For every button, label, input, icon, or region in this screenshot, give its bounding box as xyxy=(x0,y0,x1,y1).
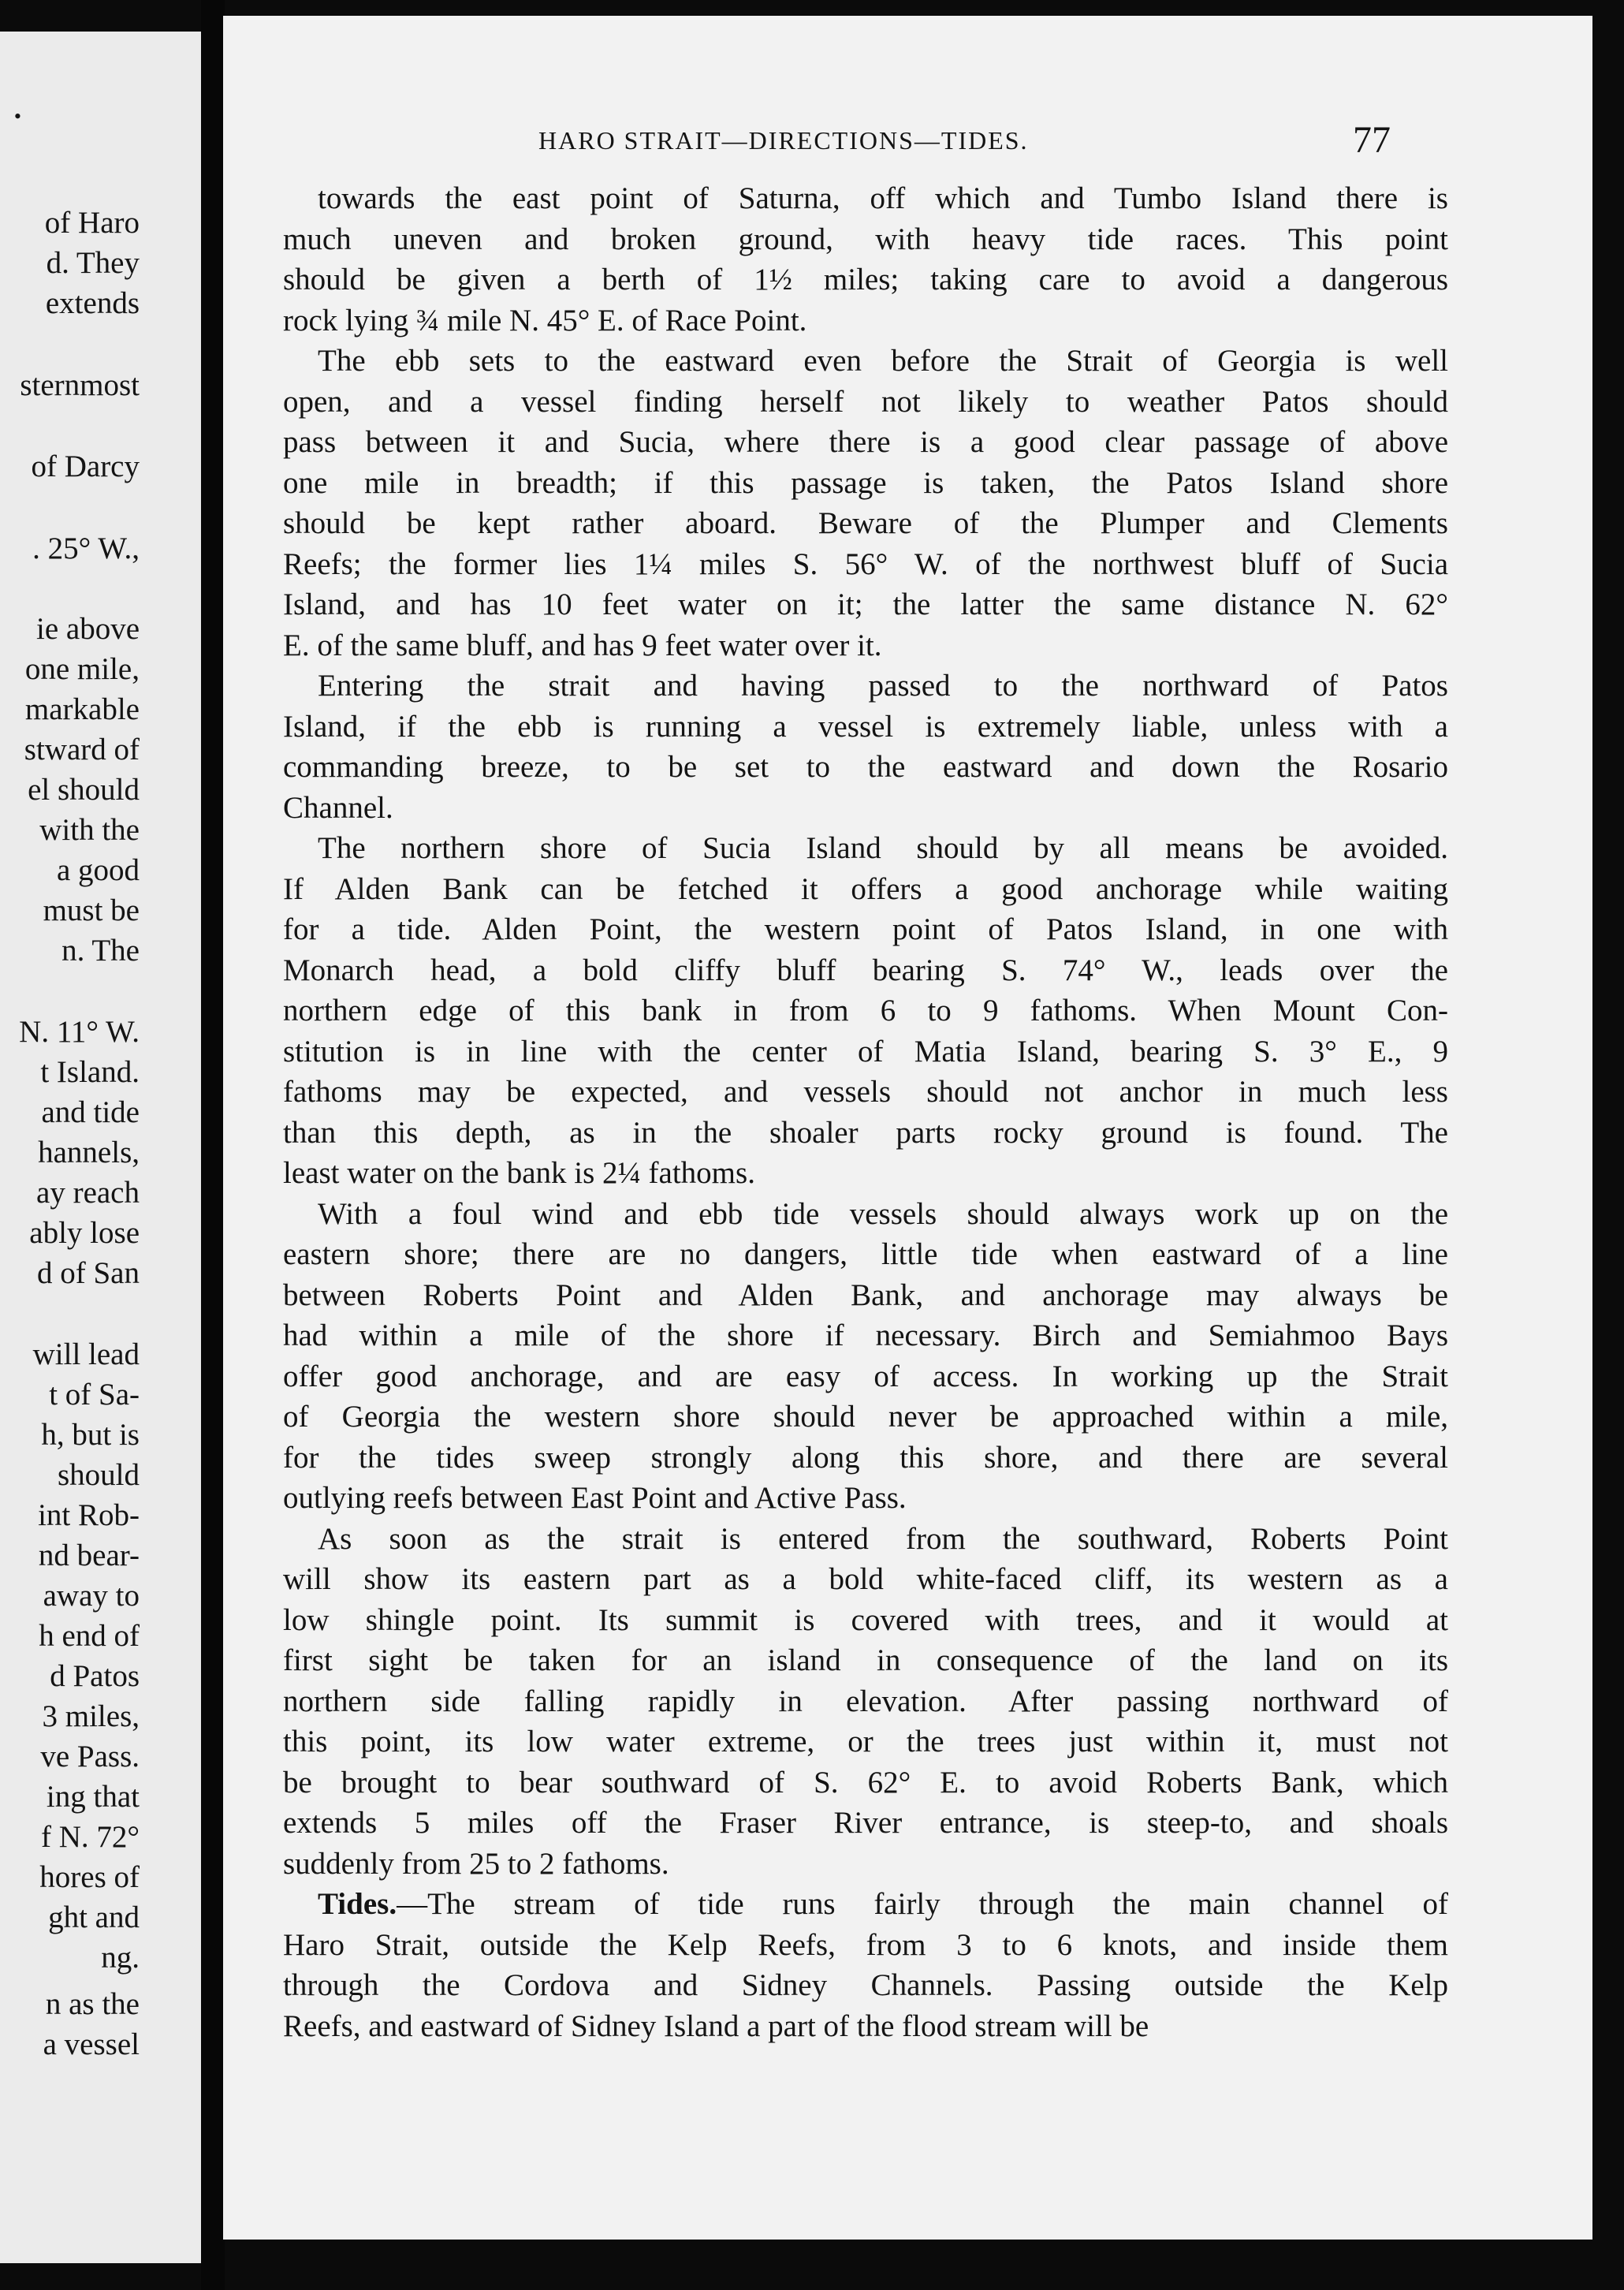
text-line: If Alden Bank can be fetched it offers a good anchorage while waiting xyxy=(283,871,1448,906)
book-page xyxy=(223,16,1592,2240)
text-line: much uneven and broken ground, with heavy tide races. This point xyxy=(283,222,1448,256)
text-line: stitution is in line with the center of Matia Island, bearing S. 3° E., 9 xyxy=(283,1034,1448,1069)
text-line: E. of the same bluff, and has 9 feet water over it. xyxy=(283,628,882,662)
facing-page-line: d of San xyxy=(37,1256,140,1290)
facing-page-line: a good xyxy=(56,853,140,887)
paragraph xyxy=(283,666,1448,828)
heading-continuation: —The stream of tide runs fairly through the main channel of xyxy=(397,1887,1448,1921)
text-line: least water on the bank is 2¼ fathoms. xyxy=(283,1156,755,1190)
text-line: will show its eastern part as a bold white-faced cliff, its western as a xyxy=(283,1562,1448,1596)
text-line: through the Cordova and Sidney Channels. Passing outside the Kelp xyxy=(283,1968,1448,2002)
paragraph xyxy=(283,828,1448,1194)
text-line: should be kept rather aboard. Beware of the Plumper and Clements xyxy=(283,506,1448,540)
facing-page-line: el should xyxy=(28,773,140,807)
text-line: commanding breeze, to be set to the eastward and down the Rosario xyxy=(283,750,1448,784)
text-line: for a tide. Alden Point, the western point of Patos Island, in one with xyxy=(283,912,1448,946)
text-line: fathoms may be expected, and vessels should not anchor in much less xyxy=(283,1075,1448,1109)
facing-page-line: . 25° W., xyxy=(32,531,140,565)
facing-page-line: of Haro xyxy=(44,206,140,240)
facing-page-line: 3 miles, xyxy=(42,1699,140,1733)
paragraph xyxy=(283,178,1448,341)
text-line: The northern shore of Sucia Island should by all means be avoided. xyxy=(318,831,1448,865)
facing-page-line: must be xyxy=(43,893,140,927)
facing-page-line: extends xyxy=(45,286,140,320)
text-line: suddenly from 25 to 2 fathoms. xyxy=(283,1846,669,1881)
text-line: rock lying ¾ mile N. 45° E. of Race Point. xyxy=(283,303,807,338)
facing-page-line: and tide xyxy=(41,1095,140,1129)
facing-page-line: markable xyxy=(24,692,140,726)
text-line: open, and a vessel finding herself not likely to weather Patos should xyxy=(283,384,1448,419)
text-line: offer good anchorage, and are easy of access. In working up the Strait xyxy=(283,1359,1448,1393)
text-line: be brought to bear southward of S. 62° E. to avoid Roberts Bank, which xyxy=(283,1765,1448,1800)
facing-page-line: hores of xyxy=(39,1860,140,1894)
facing-page-line: ght and xyxy=(48,1900,140,1934)
text-line: Island, and has 10 feet water on it; the latter the same distance N. 62° xyxy=(283,587,1448,621)
text-line: than this depth, as in the shoaler parts rocky ground is found. The xyxy=(283,1115,1448,1150)
facing-page-line: d. They xyxy=(46,246,140,280)
text-line: With a foul wind and ebb tide vessels should always work up on the xyxy=(318,1196,1448,1231)
text-line: for the tides sweep strongly along this shore, and there are several xyxy=(283,1440,1448,1475)
text-line: should be given a berth of 1½ miles; taking care to avoid a dangerous xyxy=(283,263,1448,297)
text-line: between Roberts Point and Alden Bank, and anchorage may always be xyxy=(283,1277,1448,1312)
text-line xyxy=(283,1884,1448,1925)
facing-page-line: hannels, xyxy=(38,1136,140,1169)
facing-page-line: ng. xyxy=(101,1941,140,1975)
facing-page-line: away to xyxy=(43,1579,140,1613)
facing-page-line: N. 11° W. xyxy=(19,1015,140,1049)
facing-page-line: • xyxy=(13,105,21,128)
running-head: HARO STRAIT—DIRECTIONS—TIDES. xyxy=(538,126,1029,155)
facing-page-line: stward of xyxy=(24,733,140,766)
text-line: first sight be taken for an island in consequence of the land on its xyxy=(283,1643,1448,1677)
facing-page-line: a vessel xyxy=(43,2027,140,2061)
text-line: The ebb sets to the eastward even before the Strait of Georgia is well xyxy=(318,344,1448,378)
facing-page-line: of Darcy xyxy=(31,449,140,483)
text-line: of Georgia the western shore should never be approached within a mile, xyxy=(283,1400,1448,1434)
facing-page-line: ing that xyxy=(46,1780,140,1814)
facing-page-line: will lead xyxy=(32,1337,140,1371)
text-line: pass between it and Sucia, where there is a good clear passage of above xyxy=(283,425,1448,459)
text-line: northern side falling rapidly in elevation. After passing northward of xyxy=(283,1684,1448,1718)
text-line: Channel. xyxy=(283,790,393,825)
facing-page-line: t Island. xyxy=(40,1055,140,1089)
facing-page-line: ay reach xyxy=(36,1176,140,1210)
text-line: Haro Strait, outside the Kelp Reefs, from 3 to 6 knots, and inside them xyxy=(283,1927,1448,1962)
facing-page-line: should xyxy=(57,1458,140,1492)
facing-page-line: ably lose xyxy=(29,1216,140,1250)
text-line: Reefs; the former lies 1¼ miles S. 56° W. of the northwest bluff of Sucia xyxy=(283,546,1448,581)
facing-page-line: int Rob- xyxy=(38,1498,140,1532)
facing-page-line: nd bear- xyxy=(38,1538,140,1572)
facing-page-line: n as the xyxy=(45,1987,140,2021)
text-line: northern edge of this bank in from 6 to 9 fathoms. When Mount Con- xyxy=(283,994,1448,1028)
facing-page-line: with the xyxy=(39,813,140,847)
facing-page-line: f N. 72° xyxy=(41,1820,140,1854)
text-line: As soon as the strait is entered from the southward, Roberts Point xyxy=(318,1521,1448,1556)
paragraph xyxy=(283,341,1448,666)
text-line: Monarch head, a bold cliffy bluff bearing S. 74° W., leads over the xyxy=(283,953,1448,987)
facing-page-fragment xyxy=(0,32,201,2263)
facing-page-line: ve Pass. xyxy=(40,1740,140,1773)
section-heading: Tides. xyxy=(318,1887,397,1921)
facing-page-line: n. The xyxy=(61,934,140,968)
text-line: this point, its low water extreme, or the trees just within it, must not xyxy=(283,1725,1448,1759)
text-line: Entering the strait and having passed to the northward of Patos xyxy=(318,669,1448,703)
facing-page-line: sternmost xyxy=(20,368,140,402)
paragraph xyxy=(283,1194,1448,1519)
body-text xyxy=(283,178,1448,2046)
text-line: outlying reefs between East Point and Active Pass. xyxy=(283,1481,907,1515)
page-number: 77 xyxy=(1353,119,1391,161)
book-gutter xyxy=(201,0,225,2290)
facing-page-line: h end of xyxy=(39,1619,140,1653)
facing-page-line: h, but is xyxy=(41,1418,140,1452)
text-line: had within a mile of the shore if necessary. Birch and Semiahmoo Bays xyxy=(283,1318,1448,1352)
facing-page-line: ie above xyxy=(35,612,140,646)
text-line: Reefs, and eastward of Sidney Island a part of the flood stream will be xyxy=(283,2008,1149,2043)
text-line: one mile in breadth; if this passage is taken, the Patos Island shore xyxy=(283,465,1448,500)
text-line: Island, if the ebb is running a vessel is extremely liable, unless with a xyxy=(283,709,1448,744)
facing-page-line: d Patos xyxy=(50,1659,140,1693)
text-line: extends 5 miles off the Fraser River entrance, is steep-to, and shoals xyxy=(283,1806,1448,1840)
text-line: eastern shore; there are no dangers, little tide when eastward of a line xyxy=(283,1237,1448,1271)
facing-page-line: one mile, xyxy=(24,652,140,686)
paragraph xyxy=(283,1884,1448,2046)
paragraph xyxy=(283,1519,1448,1885)
text-line: towards the east point of Saturna, off which and Tumbo Island there is xyxy=(318,181,1448,215)
text-line: low shingle point. Its summit is covered with trees, and it would at xyxy=(283,1602,1448,1637)
facing-page-line: t of Sa- xyxy=(49,1378,140,1412)
